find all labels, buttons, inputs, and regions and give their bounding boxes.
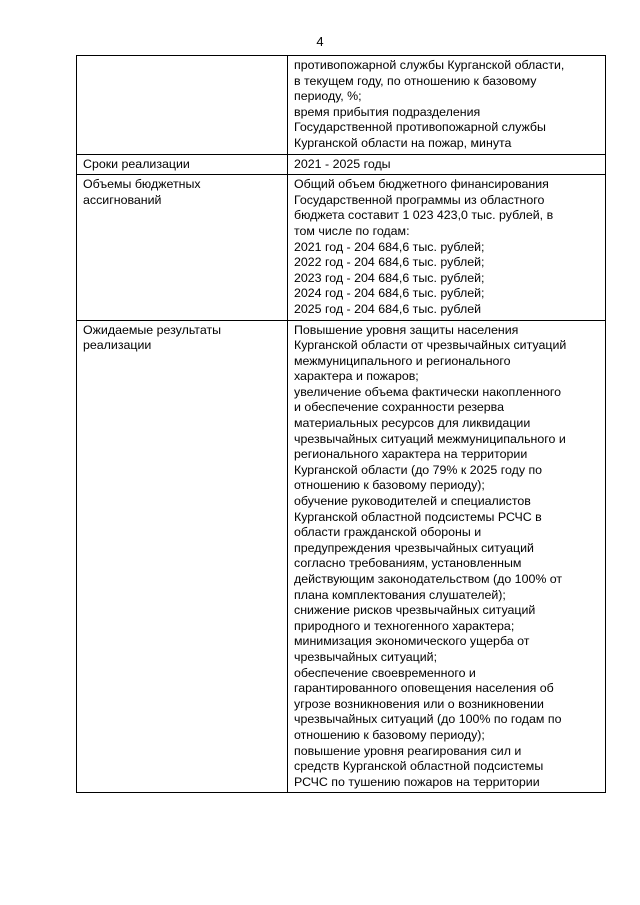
expected-results-row [77,320,606,793]
row-value-cell [288,154,606,175]
row-value-line: обучение руководителей и специалистов [294,494,531,509]
row-value-line: природного и техногенного характера; [294,618,515,633]
row-value-line: минимизация экономического ущерба от [294,634,530,649]
row-value-line: угрозе возникновения или о возникновении [294,696,544,711]
row-value-line: снижение рисков чрезвычайных ситуаций [294,603,536,618]
row-value-line: гарантированного оповещения населения об [294,681,554,696]
table-body [77,56,606,793]
row-value-line: периоду, %; [294,89,362,104]
row-value-line: Курганской областной подсистемы РСЧС в [294,509,542,524]
row-value-line: согласно требованиям, установленным [294,556,522,571]
row-value-line: Государственной противопожарной службы [294,120,546,135]
page-number: 4 [316,34,324,49]
row-value-line: 2022 год - 204 684,6 тыс. рублей; [294,255,485,270]
row-value-line: 2024 год - 204 684,6 тыс. рублей; [294,286,485,301]
row-value-line: том числе по годам: [294,223,410,238]
row-value-line: характера и пожаров; [294,369,419,384]
row-value-line: области гражданской обороны и [294,525,482,540]
row-value-line: плана комплектования слушателей); [294,587,506,602]
row-value-line: РСЧС по тушению пожаров на территории [294,774,540,789]
row-label-line: Сроки реализации [83,156,190,171]
row-value-line: 2021 год - 204 684,6 тыс. рублей; [294,239,485,254]
indicators-continued-row [77,56,606,155]
row-value-line: Курганской области (до 79% к 2025 году по [294,462,543,477]
row-value-line: Повышение уровня защиты населения [294,322,519,337]
implementation-period-row [77,154,606,175]
row-value-line: Общий объем бюджетного финансирования [294,177,549,192]
row-value-line: в текущем году, по отношению к базовому [294,73,537,88]
row-value-line: чрезвычайных ситуаций (до 100% по годам по [294,712,562,727]
row-value-line: 2025 год - 204 684,6 тыс. рублей [294,301,482,316]
row-value-line: и обеспечение сохранности резерва [294,400,504,415]
row-value-line: действующим законодательством (до 100% от [294,572,563,586]
row-value-line: Курганской области на пожар, минута [294,135,512,150]
row-value-line: противопожарной службы Курганской области, [294,58,565,72]
row-value-line: Государственной программы из областного [294,192,545,207]
row-label-line: ассигнований [83,192,162,207]
row-value-line: отношению к базовому периоду); [294,478,485,493]
row-value-line: регионального характера на территории [294,447,528,462]
row-value-cell [288,56,606,155]
row-value-cell [288,175,606,320]
row-label-cell [77,320,288,793]
row-value-cell [288,320,606,793]
budget-allocations-row [77,175,606,320]
row-value-line: увеличение объема фактически накопленного [294,384,562,399]
row-value-line: обеспечение своевременного и [294,665,476,680]
row-label-line: реализации [83,338,152,353]
row-value-line: чрезвычайных ситуаций межмуниципального и [294,431,566,446]
row-value-line: 2023 год - 204 684,6 тыс. рублей; [294,270,485,285]
row-label-line: Объемы бюджетных [83,177,201,192]
row-label-cell [77,175,288,320]
row-value-line: время прибытия подразделения [294,104,481,119]
row-value-line: повышение уровня реагирования сил и [294,743,522,758]
row-value-line: предупреждения чрезвычайных ситуаций [294,540,534,555]
row-value-line: чрезвычайных ситуаций; [294,649,438,664]
row-label-line: Ожидаемые результаты [83,322,222,337]
program-passport-table [76,55,606,793]
row-value-line: средств Курганской областной подсистемы [294,759,544,774]
row-label-cell [77,154,288,175]
row-value-line: отношению к базовому периоду); [294,727,485,742]
row-value-line: Курганской области от чрезвычайных ситуаций [294,338,567,353]
row-value-line: материальных ресурсов для ликвидации [294,416,531,431]
row-value-line: бюджета составит 1 023 423,0 тыс. рублей, в [294,208,554,223]
row-value-line: межмуниципального и регионального [294,353,511,368]
row-label-cell [77,56,288,155]
row-value-line: 2021 - 2025 годы [294,156,391,171]
